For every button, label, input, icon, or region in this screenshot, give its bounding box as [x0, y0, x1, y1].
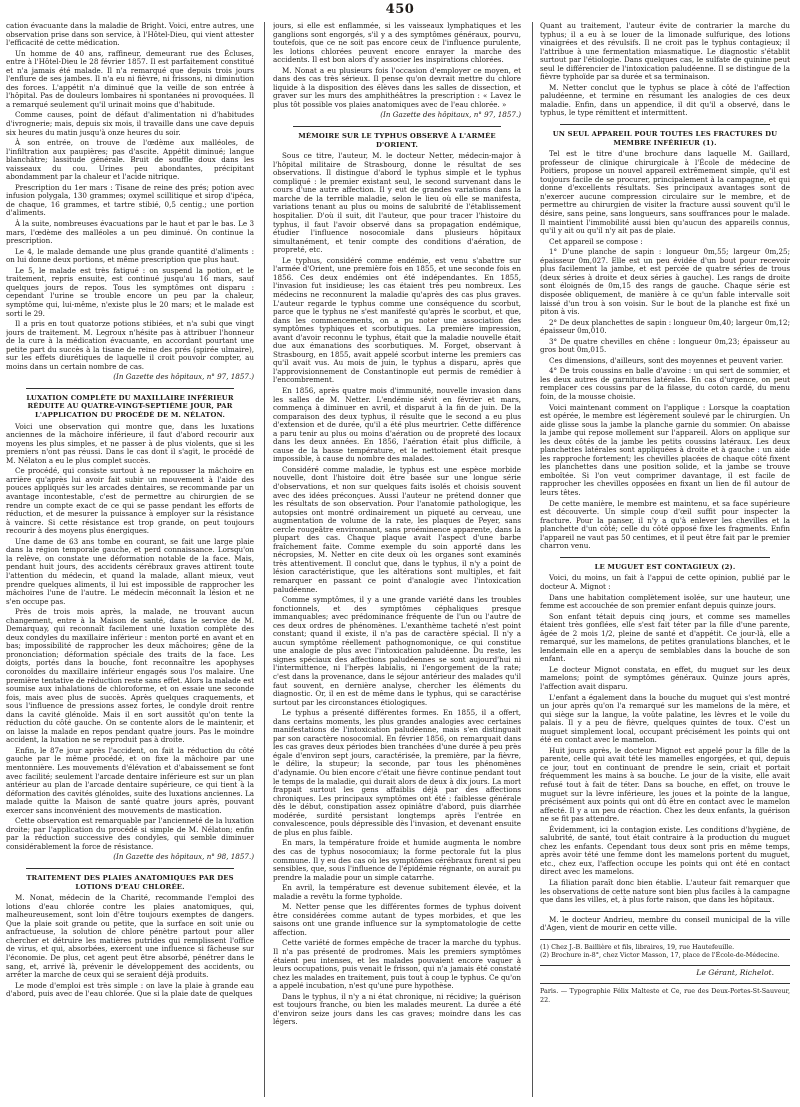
middle-column	[273, 22, 521, 1097]
paragraph: jours, si elle est enflammée, si les vaisseaux lymphatiques et les ganglions sont engorgés, s'il y a des symptômes généraux, pourvu, toutefois, que ce ne soit pas encore ceux de l'influence purulente, les lotions chlorées peuvent encore enrayer la marche des accidents. Il est bon alors d'y associer les inspirations chlorées.	[273, 22, 521, 65]
paragraph: Enfin, le 87e jour après l'accident, on fait la réduction du côté gauche par le même procédé, et on fixe la mâchoire par une mentonnière. Les mouvements d'élévation et d'abaissement se font avec facilité; seulement l'arcade dentaire inférieure est sur un plan antérieur au plan de l'arcade dentaire supérieure, ce qui tient à la déformation des cavités glénoïdes, suite des luxations anciennes. La malade quitte la Maison de santé quatre jours après, pouvant exercer sans inconvénient des mouvements de mastication.	[6, 745, 254, 815]
section-separator	[26, 388, 234, 389]
source-citation: (In Gazette des hôpitaux, n° 97, 1857.)	[113, 372, 254, 382]
paragraph: De cette manière, le membre est maintenu, et sa face supérieure est découverte. Un simple coup d'œil suffit pour inspecter la fracture. Pour la panser, il n'y a qu'à enlever les chevilles et la planchette d'un côté; celle du côté opposé fixe les fragments. Enfin l'appareil ne vaut pas 50 centimes, et il peut être fait par le premier charron venu.	[540, 498, 790, 551]
paragraph: Le docteur Mignot constata, en effet, du muguet sur les deux mamelons; point de symptômes généraux. Quinze jours après, l'affection avait disparu.	[540, 664, 790, 691]
paragraph: En 1856, après quatre mois d'immunité, nouvelle invasion dans les salles de M. Netter. L'endémie sévit en février et mars, commença à diminuer en avril, et disparut à la fin de juin. De la comparaison des deux typhus, il résulte que le second a eu plus d'extension et de durée, qu'il a été plus meurtrier. Cette différence a paru tenir au plus ou moins d'aération ou de propreté des locaux dans les deux années. En 1856, l'aération était plus difficile, à cause de la basse température, et le nettoiement était presque impossible, à cause du nombre des malades.	[273, 385, 521, 464]
paragraph: La filiation paraît donc bien établie. L'auteur fait remarquer que les observations de cette nature sont bien plus faciles à la campagne que dans les villes, et, à plus forte raison, que dans les hôpitaux.	[540, 878, 790, 905]
section-title: LUXATION COMPLÈTE DU MAXILLAIRE INFÉRIEUR RÉDUITE AU QUATRE-VINGT-SEPTIÈME JOUR, PAR L'APPLICATION DU PROCÉDÉ DE M. NÉLATON.	[26, 393, 234, 420]
paragraph: Évidemment, ici la contagion existe. Les conditions d'hygiène, de salubrité, de santé, tout était contraire à la production du muguet chez les enfants. Cependant tous deux sont pris en même temps, après avoir tété une femme dont les mamelons portent du muguet, etc., chez eux, l'affection occupe les points qui ont été en contact direct avec les mamelons.	[540, 824, 790, 877]
paragraph: Considéré comme maladie, le typhus est une espèce morbide nouvelle, dont l'histoire doit être basée sur une longue série d'observations, et non sur quelques faits isolés et choisis souvent avec des idées préconçues. Aussi l'auteur ne prétend donner que les résultats de son observation. Pour l'anatomie pathologique, les autopsies ont montré ordinairement un piqueté au cerveau, une augmentation de volume de la rate, les plaques de Peyer, sans cercle rougeâtre environnant, sans proéminence apparente, dans la plupart des cas. Chaque plaque avait l'aspect d'une barbe fraîchement faite. Comme exemple du soin apporté dans les nécropsies, M. Netter en cite deux où les organes sont examinés très attentivement. Il conclut que, dans le typhus, il n'y a point de lésion caractéristique, que les altérations sont multiples, et fait remarquer en passant ce point d'analogie avec l'intoxication paludéenne.	[273, 464, 521, 594]
paragraph: Cet appareil se compose :	[549, 236, 643, 246]
section-separator	[293, 126, 501, 127]
paragraph: Une dame de 63 ans tombe en courant, se fait une large plaie dans la région temporale gauche, et perd connaissance. Lorsqu'on la relève, on constate une déformation notable de la face. Mais, pendant huit jours, des accidents cérébraux graves attirent toute l'attention du médecin, et quand la malade, allant mieux, veut prendre quelques aliments, il lui est impossible de rapprocher les mâchoires l'une de l'autre. Le médecin méconnaît la lésion et ne s'en occupe pas.	[6, 536, 254, 606]
paragraph: Cette observation est remarquable par l'ancienneté de la luxation droite; par l'application du procédé si simple de M. Nélaton; enfin par la réduction successive des condyles, qui semble diminuer considérablement la force de résistance.	[6, 816, 254, 851]
section-title: MÉMOIRE SUR LE TYPHUS OBSERVÉ À L'ARMÉE D'ORIENT.	[298, 132, 496, 149]
page-number: 450	[385, 2, 415, 17]
paragraph: Le mode d'emploi est très simple : on lave la plaie à grande eau d'abord, puis avec de l'eau chlorée. Que si la plaie date de quelques	[6, 980, 254, 999]
paragraph: M. le docteur Andrieu, membre du conseil municipal de la ville d'Agen, vient de mourir en cette ville.	[540, 914, 790, 933]
paragraph: Il a pris en tout quatorze potions stibiées, et n'a subi que vingt jours de traitement. M. Legroux n'hésite pas à attribuer l'honneur de la cure à la médication évacuante, en accordant pourtant une petite part du succès à la tisane de reine des prés (spirée ulmaire), sur les effets diurétiques de laquelle il croit pouvoir compter, au moins dans un certain nombre de cas.	[6, 319, 254, 371]
left-column	[6, 22, 254, 1097]
paragraph: M. Nonat a eu plusieurs fois l'occasion d'employer ce moyen, et dans des cas très sérieux. Il pense qu'on devrait mettre du chlore liquide à la disposition des élèves dans les salles de dissection, et graver sur les murs des amphithéâtres la prescription : « Lavez le plus tôt possible vos plaies anatomiques avec de l'eau chlorée. »	[273, 65, 521, 109]
paragraph: Comme causes, point de défaut d'alimentation ni d'habitudes d'ivrognerie; mais, depuis six mois, il travaille dans une cave depuis six heures du matin jusqu'à onze heures du soir.	[6, 110, 254, 137]
section-title: UN SEUL APPAREIL POUR TOUTES LES FRACTURES DU MEMBRE INFÉRIEUR (1).	[552, 130, 778, 147]
paragraph: Le 4, le malade demande une plus grande quantité d'aliments : on lui donne deux portions, et même prescription que plus haut.	[6, 246, 254, 265]
paragraph: L'enfant a également dans la bouche du muguet qui s'est montré un jour après qu'on l'a remarqué sur les mamelons de la mère, et qui siège sur la langue, la voûte palatine, les lèvres et le voile du palais. Il y a peu de fièvre, quelques quintes de toux. C'est un muguet simplement local, occupant précisément les points qui ont été en contact avec le mamelon.	[540, 692, 790, 745]
footnote-separator	[540, 939, 790, 940]
paragraph: 2° De deux planchettes de sapin : longueur 0m,40; largeur 0m,12; épaisseur 0m,010.	[540, 317, 790, 336]
paragraph: 1° D'une planche de sapin : longueur 0m,55; largeur 0m,25; épaisseur 0m,027. Elle est un peu évidée d'un bout pour recevoir plus facilement la jambe, et est percée de quatre séries de trous (deux séries à droite et deux séries à gauche). Les rangs de droite sont éloignés de 0m,15 des rangs de gauche. Chaque série est disposée obliquement, de manière à ce qu'un fable intervalle soit laissé d'un trou à son voisin. Sur le bout de la planche est fixé un piton à vis.	[540, 247, 790, 317]
paragraph: Dans le typhus, il n'y a ni état chronique, ni récidive; la guérison est toujours franche, ou bien les malades meurent. La durée a été d'environ seize jours dans les cas graves; moindre dans les cas légers.	[273, 991, 521, 1027]
paragraph: Tel est le titre d'une brochure dans laquelle M. Gaillard, professeur de clinique chirurgicale à l'École de médecine de Poitiers, propose un nouvel appareil extrêmement simple, qu'il est toujours facile de se procurer, principalement à la campagne, et qui donne d'excellents résultats. Ses principaux avantages sont de n'exercer aucune compression circulaire sur le membre, et de permettre au chirurgien de visiter la fracture aussi souvent qu'il le désire, sans peine, sans longueurs, sans souffrances pour le malade. Il maintient l'immobilité aussi bien qu'aucun des appareils connus, qu'il y ait ou qu'il n'y ait pas de plaie.	[540, 149, 790, 236]
paragraph: En avril, la température est devenue subitement élevée, et la maladie a revêtu la forme typhoïde.	[273, 883, 521, 901]
paragraph: Quant au traitement, l'auteur évite de contrarier la marche du typhus; il a eu à se louer de la limonade sulfurique, des lotions vinaigrées et des révulsifs. Il ne croit pas le typhus contagieux; il l'attribue à une fermentation miasmatique. Le diagnostic s'établit surtout par l'étiologie. Dans quelques cas, le sulfate de quinine peut seul le différencier de l'intoxication paludéenne. Il se distingue de la fièvre typhoïde par sa durée et sa terminaison.	[540, 22, 790, 82]
footnote: (1) Chez J.-B. Baillière et fils, libraires, 19, rue Hautefeuille.	[540, 942, 735, 951]
paragraph: Prescription du 1er mars : Tisane de reine des prés; potion avec infusion polygala, 130 grammes; oxymel scillitique et sirop d'ipéca, de chaque, 16 grammes, et tartre stibié, 0,5 centig.; une portion d'aliments.	[6, 182, 254, 218]
paragraph: Voici une observation qui montre que, dans les luxations anciennes de la mâchoire inférieure, il faut d'abord recourir aux moyens les plus simples, et ne passer à de plus violents, que si les premiers n'ont pas réussi. Dans le cas dont il s'agit, le procédé de M. Nélaton a eu le plus complet succès.	[6, 421, 254, 465]
footer-separator	[540, 983, 790, 984]
paragraph: Sous ce titre, l'auteur, M. le docteur Netter, médecin-major à l'hôpital militaire de Strasbourg, donne le résultat de ses observations. Il distingue d'abord le typhus simple et le typhus compliqué : le premier existant seul, le second survenant dans le cours d'une autre affection. Il y eut de grandes variations dans la marche de la terrible maladie, selon le lieu où elle se manifesta, variations tenant au plus ou moins de salubrité de l'établissement hospitalier. D'où il suit, dit l'auteur, que pour tracer l'histoire du typhus, il faut l'avoir observé dans sa propagation endémique, étudier l'influence nosocomiale dans plusieurs hôpitaux simultanément, et tenir compte des conditions d'aération, de propreté, etc.	[273, 151, 521, 255]
paragraph: Près de trois mois après, la malade, ne trouvant aucun changement, entre à la Maison de santé, dans le service de M. Demarquay, qui reconnaît facilement une luxation complète des deux condyles du maxillaire inférieur : menton porté en avant et en bas; impossibilité de rapprocher les deux mâchoires; gêne de la prononciation; déformation spéciale des traits de la face. Les doigts, portés dans la bouche, font reconnaître les apophyses coronoïdes du maxillaire inférieur engagés sous l'os malaire. Une première tentative de réduction reste sans effet. Alors la malade est soumise aux inhalations de chloroforme, et on essaie une seconde fois, mais avec plus de succès. Après quelques craquements, et sous l'influence de pressions assez fortes, le condyle droit rentre dans la cavité glénoïde. Mais il en sort aussitôt qu'on tente la réduction du côté gauche. On se contente alors de le maintenir, et on laisse la malade en repos pendant quatre jours. Pas le moindre accident, la luxation ne se reproduit pas à droite.	[6, 607, 254, 745]
section-separator	[560, 557, 770, 558]
paragraph: Dans une habitation complètement isolée, sur une hauteur, une femme est accouchée de son premier enfant depuis quinze jours.	[540, 592, 790, 611]
paragraph: 3° De quatre chevilles en chêne : longueur 0m,23; épaisseur au gros bout 0m,015.	[540, 336, 790, 355]
paragraph: 4° De trois coussins en balle d'avoine : un qui sert de sommier, et les deux autres de garnitures latérales. En cas d'urgence, on peut remplacer ces coussins par de la filasse, du coton cardé, du menu foin, de la mousse choisie.	[540, 366, 790, 401]
paragraph: M. Netter pense que les différentes formes de typhus doivent être considérées comme autant de types morbides, et que les saisons ont une grande influence sur la symptomatologie de cette affection.	[273, 902, 521, 937]
section-title: LE MUGUET EST CONTAGIEUX (2).	[594, 562, 736, 571]
paragraph: Ces dimensions, d'ailleurs, sont des moyennes et peuvent varier.	[549, 355, 784, 365]
gerant-signature: Le Gérant, Richelot.	[696, 967, 774, 977]
paragraph: Son enfant tétait depuis cinq jours, et comme ses mamelles étaient très gonflées, elle s'est fait téter par la fille d'une parente, âgée de 2 mois 1/2, pleine de santé et d'appétit. Ce jour-là, elle a remarqué, sur les mamelons, de petites granulations blanches, et le lendemain elle en a aperçu de semblables dans la bouche de son enfant.	[540, 611, 790, 664]
paragraph: Comme symptômes, il y a une grande variété dans les troubles fonctionnels, et des symptômes céphaliques presque immanquables; avec prédominance fréquente de l'un ou l'autre de ces deux ordres de phénomènes. L'exanthème tacheté n'est point constant; quand il existe, il n'a pas de caractère spécial. Il n'y a aucun symptôme réellement pathognomonique, ce qui constitue une analogie de plus avec l'intoxication paludéenne. Du reste, les signes spéciaux des affections paludéennes se sont aujourd'hui ni l'intermittence, ni l'herpès labialis, ni l'engorgement de la rate; c'est dans la provenance, dans le séjour antérieur des malades qu'il faut souvent, en dernière analyse, chercher les éléments du diagnostic. Or, il en est de même dans le typhus, qui se caractérise surtout par les circonstances étiologiques.	[273, 595, 521, 707]
paragraph: Ce procédé, qui consiste surtout à ne repousser la mâchoire en arrière qu'après lui avoir fait subir un mouvement à l'aide des pouces appliqués sur les arcades dentaires, se recommande par un avantage incontestable, c'est de permettre au chirurgien de se rendre un compte exact de ce qui se passe pendant les efforts de réduction, et de mesurer la puissance à employer sur la résistance à vaincre. Si cette résistance est trop grande, on peut toujours recourir à des moyens plus énergiques.	[6, 466, 254, 536]
column-divider	[532, 22, 533, 1097]
column-divider	[264, 22, 265, 1097]
printer-imprint: Paris. — Typographie Félix Malteste et Ce, rue des Deux-Portes-St-Sauveur, 22.	[540, 987, 790, 1004]
paragraph: Le typhus, considéré comme endémie, est venu s'abattre sur l'armée d'Orient, une première fois en 1855, et une seconde fois en 1856. Ces deux endémies ont été indépendantes. En 1855, l'invasion fut insidieuse; les cas étaient très peu nombreux. Les médecins ne reconnurent la maladie qu'après des cas plus graves. L'auteur regarde le typhus comme une conséquence du scorbut, parce que le typhus ne s'est manifesté qu'après le scorbut, et que, dans les commencements, on a pu noter une association des symptômes typhiques et scorbutiques. La première impression, avant d'avoir reconnu le typhus, était que la maladie nouvelle était due aux émanations des scorbutiques. M. Forget, observant à Strasbourg, en 1855, avait appelé scorbut interne les premiers cas qu'il avait vus. Au mois de juin, le typhus a disparu, après que l'approvisionnement de Constantinople eut permis de remédier à l'encombrement.	[273, 255, 521, 385]
footer-separator	[540, 965, 790, 966]
paragraph: En mars, la température froide et humide augmenta le nombre des cas de typhus nosocomiaux; la forme pectorale fut la plus commune. Il y eu des cas où les symptômes cérébraux furent si peu sensibles, que, sous l'influence de l'épidémie régnante, on aurait pu prendre la maladie pour un simple catarrhe.	[273, 838, 521, 882]
paragraph: Le typhus a présenté différentes formes. En 1855, il a offert, dans certains moments, les plus grandes analogies avec certaines manifestations de l'intoxication paludéenne, mais s'en distinguait par son caractère nosocomial. En février 1856, on remarquait dans les cas graves deux périodes bien tranchées d'une durée à peu près égale d'environ sept jours, caractérisée, la première, par la fièvre, le délire, la stupeur; la seconde, par tous les phénomènes d'adynamie. Ou bien encore c'était une fièvre continue pendant tout le temps de la maladie, qui durait alors de deux à dix jours. La mort frappait surtout les gens affaiblis déjà par des affections chroniques. Les principaux symptômes ont été : faiblesse générale dès le début, constipation assez opiniâtre d'abord, puis diarrhée modérée, surdité persistant longtemps après l'entrée en convalescence, pouls dépressible dès l'invasion, et devenant ensuite de plus en plus faible.	[273, 708, 521, 837]
section-separator	[26, 868, 234, 869]
source-citation: (In Gazette des hôpitaux, n° 97, 1857.)	[380, 110, 521, 120]
footnote: (2) Brochure in-8°, chez Victor Masson, 17, place de l'École-de-Médecine.	[540, 950, 780, 959]
right-column	[540, 22, 790, 1097]
paragraph: Voici maintenant comment on l'applique : Lorsque la coaptation est opérée, le membre est légèrement soulevé par le chirurgien. Un aide glisse sous la jambe la planche garnie du sommier. On abaisse la jambe qui repose mollement sur l'appareil. Alors on applique sur les deux côtés de la jambe les petits coussins latéraux. Les deux planchettes latérales sont appliquées à droite et à gauche : un aide les rapproche fortement; les chevilles placées de chaque côté fixent les planchettes dans une position solide, et la jambe se trouve emboîtée. Si l'on veut comprimer davantage, il est facile de rapprocher les chevilles opposées en fixant un lien de fil autour de leurs têtes.	[540, 402, 790, 497]
section-separator	[560, 911, 770, 912]
section-separator	[560, 124, 770, 125]
paragraph: Voici, du moins, un fait à l'appui de cette opinion, publié par le docteur A. Mignot :	[540, 573, 790, 591]
source-citation: (In Gazette des hôpitaux, n° 98, 1857.)	[113, 852, 254, 862]
paragraph: cation évacuante dans la maladie de Bright. Voici, entre autres, une observation prise dans son service, à l'Hôtel-Dieu, qui vient attester l'efficacité de cette médication.	[6, 22, 254, 48]
paragraph: M. Netter conclut que le typhus se place à côté de l'affection paludéenne, et termine en résumant les analogies de ces deux maladie. Enfin, dans un appendice, il dit qu'il a observé, dans le typhus, le type rémittent et intermittent.	[540, 82, 790, 118]
paragraph: À son entrée, on trouve de l'œdème aux malléoles, de l'infiltration aux paupières; pas d'ascite. Appétit diminué; langue blanchâtre; lassitude générale. Bruit de souffle doux dans les vaisseaux du cou. Urines peu abondantes, précipitant abondamment par la chaleur et l'acide nitrique.	[6, 138, 254, 182]
paragraph: Le 5, le malade est très fatigué : on suspend la potion, et le traitement, repris ensuite, est continué jusqu'au 16 mars, sauf quelques jours de repos. Tous les symptômes ont disparu : cependant l'urine se trouble encore un peu par la chaleur, symptôme qui, lui-même, n'existe plus le 20 mars; et le malade est sorti le 29.	[6, 265, 254, 318]
paragraph: Cette variété de formes empêche de tracer la marche du typhus. Il n'a pas présenté de prodromes. Mais les premiers symptômes étaient peu intenses, et les malades pouvaient encore vaquer à leurs occupations, puis venait le frisson, qui n'a jamais été constaté chez les malades en traitement, puis tout à coup le typhus. Ce qu'on a appelé incubation, n'est qu'une pure hypothèse.	[273, 938, 521, 991]
section-title: TRAITEMENT DES PLAIES ANATOMIQUES PAR DES LOTIONS D'EAU CHLORÉE.	[26, 874, 234, 891]
paragraph: À la suite, nombreuses évacuations par le haut et par le bas. Le 3 mars, l'œdème des malléoles a un peu diminué. On continue la prescription.	[6, 219, 254, 246]
paragraph: M. Nonat, médecin de la Charité, recommande l'emploi des lotions d'eau chlorée contre les plaies anatomiques, qui, malheureusement, sont loin d'être toujours exemptes de dangers. Que la plaie soit grande ou petite, que la surface en soit unie ou anfractueuse, la solution de chlore pénètre partout pour aller chercher et détruire les matières putrides qui remplissent l'office de virus, et qui, absorbées, exercent une influence si fâcheuse sur l'économie. De plus, cet agent peut être absorbé, pénétrer dans le sang, et, arrivé là, prévenir le développement des accidents, ou arrêter la marche de ceux qui se seraient déjà produits.	[6, 893, 254, 980]
paragraph: Huit jours après, le docteur Mignot est appelé pour la fille de la parente, celle qui avait tété les mamelles engorgées, et qui, depuis ce jour, tout en continuant de prendre le sein, criait et portait fréquemment les mains à sa bouche. Le jour de la visite, elle avait refusé tout à fait de téter. Dans sa bouche, en effet, on trouve le muguet sur la lèvre inférieure, les joues et la pointe de la langue, précisément aux points qui ont dû être en contact avec le mamelon affecté. Il y a un peu de réaction. Chez les deux enfants, la guérison ne se fit pas attendre.	[540, 745, 790, 824]
paragraph: Un homme de 40 ans, raffineur, demeurant rue des Écluses, entre à l'Hôtel-Dieu le 28 février 1857. Il est parfaitement constitué et n'a jamais été malade. Il n'a remarqué que depuis trois jours l'enflure de ses jambes. Il n'a eu ni fièvre, ni frissons, ni diminution des forces. L'appétit n'a diminué que la veille de son entrée à l'hôpital. Pas de douleurs lombaires ni spontanées ni provoquées. Il a remarqué seulement qu'il urinait moins que d'habitude.	[6, 48, 254, 109]
